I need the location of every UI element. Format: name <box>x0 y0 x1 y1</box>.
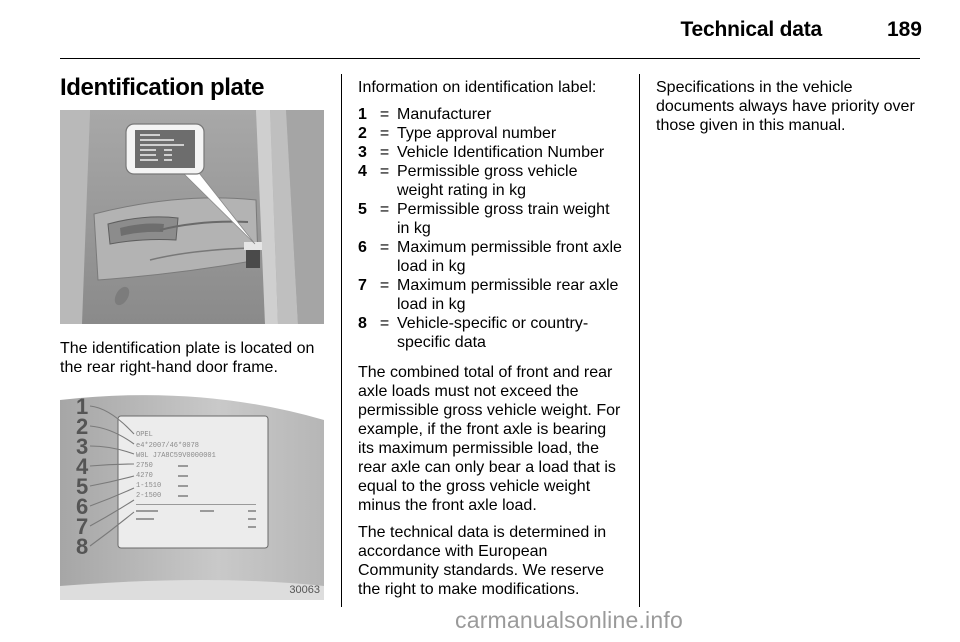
header-divider <box>60 58 920 59</box>
legend-item: 4 = Permissible gross vehicle weight rating in kg <box>358 162 626 200</box>
label-callout-illustration <box>60 390 324 600</box>
plate-line-3: W0L J7A8C59V0000001 <box>136 452 216 460</box>
legend-number: 7 <box>358 277 367 294</box>
plate-line-4: 2750 <box>136 462 153 470</box>
legend-number: 5 <box>358 201 367 218</box>
axle-load-paragraph: The combined total of front and rear axle loads must not exceed the permissible gross vehicle weight. For example, if the front axle is bearing its maximum permissible load, the rear axle can only bear a load that is equal to the gross vehicle weight minus the front axle load. <box>358 364 621 514</box>
column-divider-1 <box>341 74 342 607</box>
column-2 <box>358 78 626 607</box>
door-frame-illustration <box>60 110 324 324</box>
legend-number: 2 <box>358 125 367 142</box>
legend-text: Permissible gross vehicle weight rating in kg <box>397 163 578 199</box>
page-number: 189 <box>886 18 922 41</box>
callout-5: 5 <box>76 474 89 499</box>
legend-list <box>358 105 626 352</box>
callout-3: 3 <box>76 434 89 459</box>
legend-text: Maximum permissible rear axle load in kg <box>397 277 619 313</box>
plate-line-5: 4270 <box>136 472 153 480</box>
callout-7: 7 <box>76 514 89 539</box>
column-3 <box>656 78 924 143</box>
plate-line-1: OPEL <box>136 431 153 439</box>
legend-text: Permissible gross train weight in kg <box>397 201 610 237</box>
identification-label-diagram <box>60 390 324 600</box>
legend-number: 8 <box>358 315 367 332</box>
legend-item: 3 = Vehicle Identification Number <box>358 143 626 162</box>
callout-8: 8 <box>76 534 89 559</box>
legend-intro: Information on identification label: <box>358 79 597 96</box>
plate-line-2: e4*2007/46*0078 <box>136 442 200 450</box>
callout-4: 4 <box>76 454 89 479</box>
watermark: carmanualsonline.info <box>455 607 683 633</box>
door-frame-photo <box>60 110 324 324</box>
callout-6: 6 <box>76 494 89 519</box>
legend-number: 3 <box>358 144 367 161</box>
legend-text: Vehicle Identification Number <box>397 144 605 161</box>
legend-text: Manufacturer <box>397 106 492 123</box>
page-header-title: Technical data <box>680 18 822 41</box>
specifications-paragraph: Specifications in the vehicle documents always have priority over those given in this manual. <box>656 79 915 134</box>
column-divider-2 <box>639 74 640 607</box>
callout-1: 1 <box>76 394 89 419</box>
legend-text: Vehicle-specific or country-specific data <box>397 315 589 351</box>
legend-number: 6 <box>358 239 367 256</box>
technical-data-paragraph: The technical data is determined in accordance with European Community standards. We reserve the right to make modifications. <box>358 524 607 598</box>
legend-item: 8 = Vehicle-specific or country-specific data <box>358 314 626 352</box>
legend-item: 7 = Maximum permissible rear axle load in kg <box>358 276 626 314</box>
callout-2: 2 <box>76 414 89 439</box>
section-title: Identification plate <box>60 74 265 101</box>
legend-item: 2 = Type approval number <box>358 124 626 143</box>
figure-number: 30063 <box>289 584 320 596</box>
legend-number: 4 <box>358 163 367 180</box>
legend-item: 5 = Permissible gross train weight in kg <box>358 200 626 238</box>
legend-item: 1 = Manufacturer <box>358 105 626 124</box>
location-paragraph: The identification plate is located on the rear right-hand door frame. <box>60 340 315 376</box>
legend-text: Maximum permissible front axle load in kg <box>397 239 622 275</box>
legend-item: 6 = Maximum permissible front axle load in kg <box>358 238 626 276</box>
legend-text: Type approval number <box>397 125 557 142</box>
legend-number: 1 <box>358 106 367 123</box>
plate-line-7: 2-1500 <box>136 492 162 500</box>
plate-line-6: 1-1510 <box>136 482 162 490</box>
